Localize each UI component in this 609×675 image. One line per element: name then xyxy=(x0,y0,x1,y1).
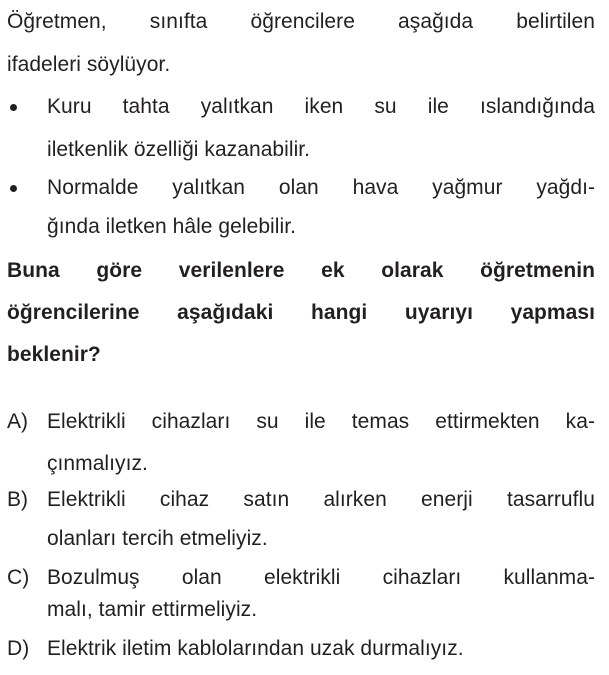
option-a-line-1: Elektrikli cihazları su ile temas ettirmekten ka- xyxy=(47,410,595,433)
option-c-line-1: Bozulmuş olan elektrikli cihazları kullanma- xyxy=(47,566,595,589)
option-a-line-2: çınmalıyız. xyxy=(47,452,148,475)
option-d-line-1: Elektrik iletim kablolarından uzak durmalıyız. xyxy=(47,637,464,660)
bullet-1-line-2: iletkenlik özelliği kazanabilir. xyxy=(47,138,311,161)
option-c-letter: C) xyxy=(7,566,30,589)
option-c-line-2: malı, tamir ettirmeliyiz. xyxy=(47,598,258,621)
intro-line-2: ifadeleri söylüyor. xyxy=(7,53,171,76)
option-b-line-2: olanları tercih etmeliyiz. xyxy=(47,527,268,550)
prompt-line-2: öğrencilerine aşağıdaki hangi uyarıyı yapması xyxy=(7,301,595,324)
bullet-2-line-1: Normalde yalıtkan olan hava yağmur yağdı- xyxy=(47,176,595,199)
bullet-dot-icon xyxy=(10,104,17,111)
option-a-letter: A) xyxy=(7,410,29,433)
option-b-line-1: Elektrikli cihaz satın alırken enerji tasarruflu xyxy=(47,488,595,511)
bullet-2-line-2: ğında iletken hâle gelebilir. xyxy=(47,215,296,238)
prompt-line-3: beklenir? xyxy=(7,343,101,366)
intro-line-1: Öğretmen, sınıfta öğrencilere aşağıda belirtilen xyxy=(7,10,595,33)
prompt-line-1: Buna göre verilenlere ek olarak öğretmenin xyxy=(7,259,595,282)
option-d-letter: D) xyxy=(7,637,30,660)
option-b-letter: B) xyxy=(7,488,29,511)
bullet-dot-icon xyxy=(10,185,17,192)
bullet-1-line-1: Kuru tahta yalıtkan iken su ile ıslandığında xyxy=(47,95,595,118)
